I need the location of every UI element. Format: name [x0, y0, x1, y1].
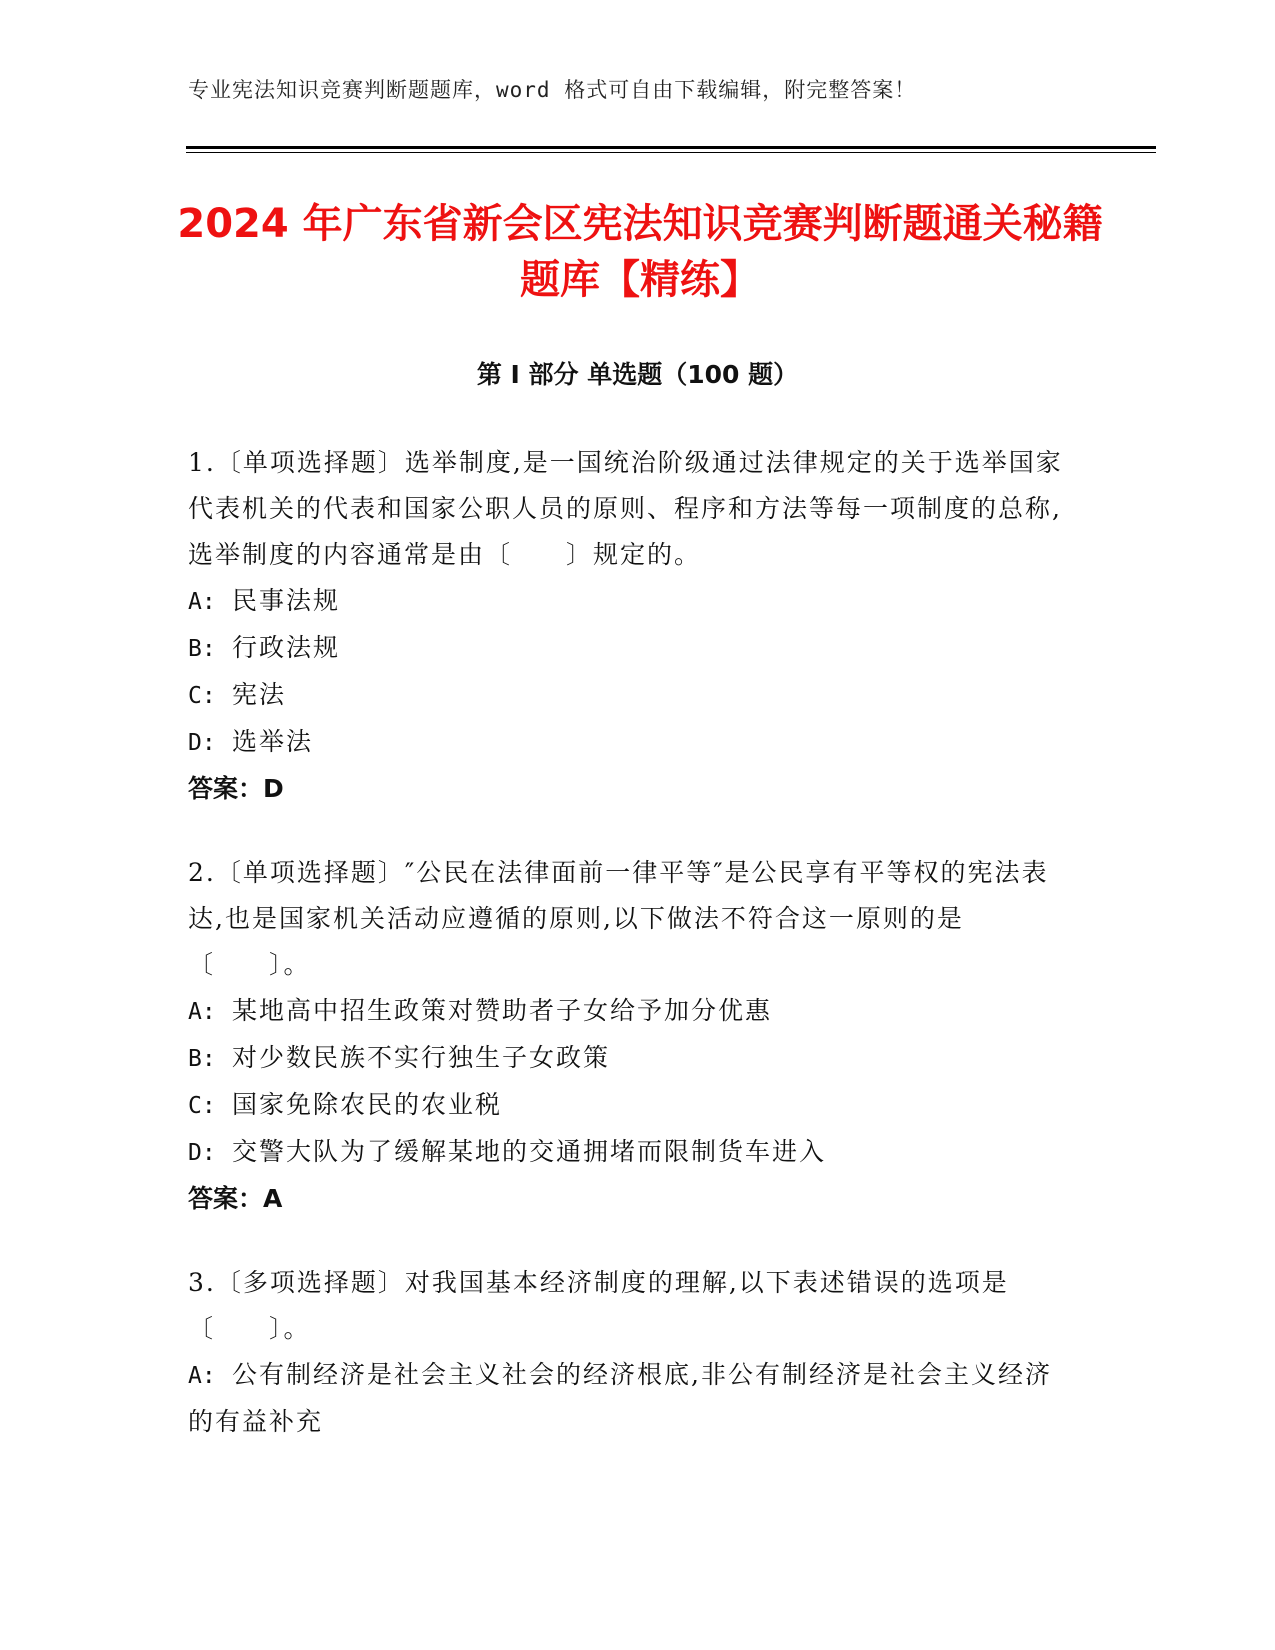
- option-text: 公有制经济是社会主义社会的经济根底,非公有制经济是社会主义经济的有益补充: [188, 1360, 1052, 1436]
- option-letter: A:: [188, 999, 216, 1025]
- option-a: [188, 1352, 1068, 1445]
- option-letter: C:: [188, 1093, 216, 1119]
- question-1: [188, 440, 1068, 812]
- option-a: [188, 578, 1068, 625]
- question-stem: 2.〔单项选择题〕″公民在法律面前一律平等″是公民享有平等权的宪法表达,也是国家机关活动应遵循的原则,以下做法不符合这一原则的是〔 〕。: [188, 858, 1049, 979]
- question-stem: 3.〔多项选择题〕对我国基本经济制度的理解,以下表述错误的选项是〔 〕。: [188, 1268, 1009, 1343]
- question-stem: 1.〔单项选择题〕选举制度,是一国统治阶级通过法律规定的关于选举国家代表机关的代表和国家公职人员的原则、程序和方法等每一项制度的总称,选举制度的内容通常是由〔 〕规定的。: [188, 448, 1063, 569]
- option-letter: B:: [188, 1046, 216, 1072]
- option-text: 国家免除农民的农业税: [232, 1090, 503, 1119]
- option-a: [188, 988, 1068, 1035]
- option-letter: D:: [188, 730, 216, 756]
- option-text: 交警大队为了缓解某地的交通拥堵而限制货车进入: [232, 1137, 827, 1166]
- header-rule-thick: [186, 146, 1156, 149]
- option-c: [188, 672, 1068, 719]
- option-d: [188, 1129, 1068, 1176]
- question-list: [188, 440, 1068, 1483]
- option-text: 民事法规: [232, 586, 341, 615]
- header-rule-thin: [186, 152, 1156, 153]
- answer-line: 答案：A: [188, 1184, 283, 1213]
- option-b: [188, 1035, 1068, 1082]
- option-d: [188, 719, 1068, 766]
- section-heading: 第 I 部分 单选题（100 题）: [476, 360, 799, 389]
- header-note: 专业宪法知识竞赛判断题题库，word 格式可自由下载编辑，附完整答案！: [188, 78, 917, 102]
- option-letter: A:: [188, 1363, 216, 1389]
- option-text: 选举法: [232, 727, 314, 756]
- option-text: 行政法规: [232, 633, 341, 662]
- answer-line: 答案：D: [188, 774, 284, 803]
- option-letter: B:: [188, 636, 216, 662]
- question-2: [188, 850, 1068, 1222]
- option-text: 对少数民族不实行独生子女政策: [232, 1043, 611, 1072]
- option-letter: D:: [188, 1140, 216, 1166]
- option-b: [188, 625, 1068, 672]
- option-text: 宪法: [232, 680, 287, 709]
- document-title: 2024 年广东省新会区宪法知识竞赛判断题通关秘籍题库【精练】: [177, 201, 1103, 303]
- option-c: [188, 1082, 1068, 1129]
- question-3: [188, 1260, 1068, 1445]
- option-letter: A:: [188, 589, 216, 615]
- option-letter: C:: [188, 683, 216, 709]
- option-text: 某地高中招生政策对赞助者子女给予加分优惠: [232, 996, 773, 1025]
